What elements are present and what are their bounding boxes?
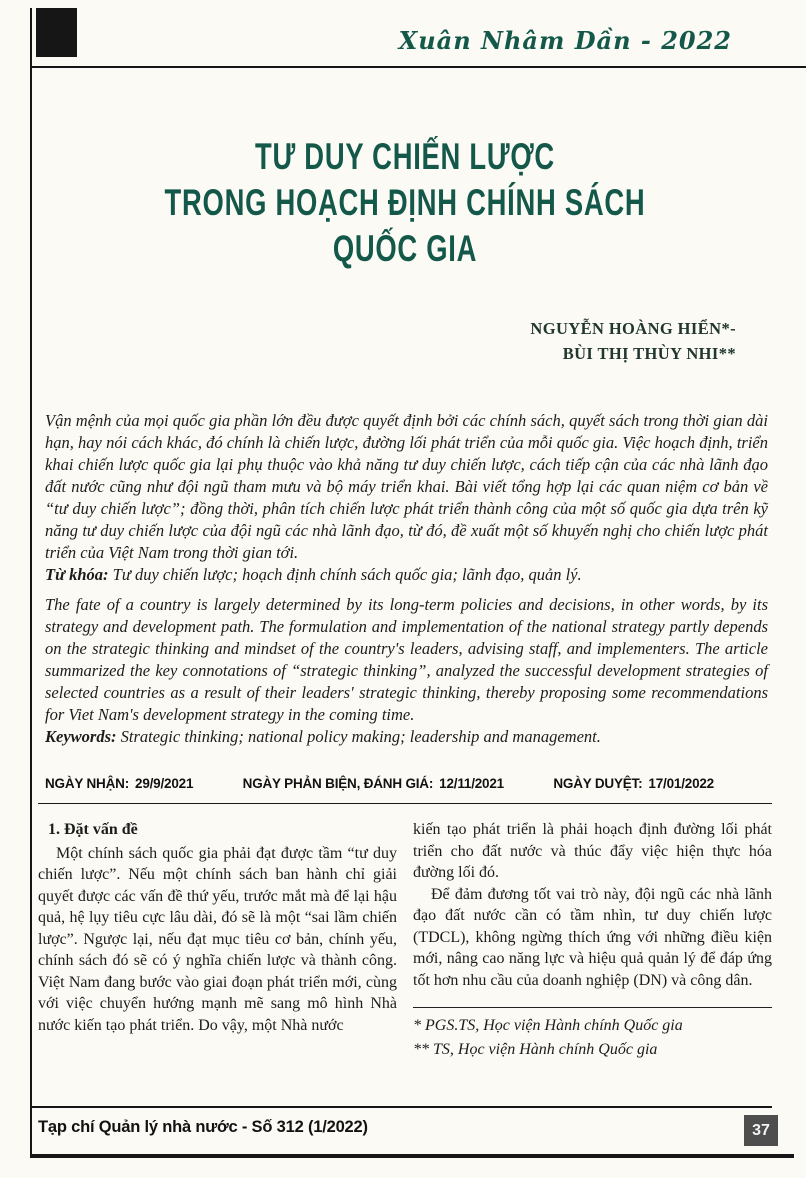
keywords-english-label: Keywords:	[45, 727, 117, 746]
authors-block	[38, 316, 772, 366]
date-received-label: NGÀY NHẬN:	[45, 776, 130, 791]
author-name-1: NGUYỄN HOÀNG HIỂN*-	[530, 319, 736, 338]
date-review-label: NGÀY PHẢN BIỆN, ĐÁNH GIÁ:	[242, 776, 434, 791]
keywords-vietnamese-label: Từ khóa:	[45, 565, 109, 584]
date-received-value: 29/9/2021	[135, 776, 194, 791]
body-column-right	[413, 819, 772, 1062]
footnote-1: * PGS.TS, Học viện Hành chính Quốc gia	[413, 1017, 683, 1034]
article-title-line1: TƯ DUY CHIẾN LƯỢC	[255, 136, 555, 177]
article-title-line2: TRONG HOẠCH ĐỊNH CHÍNH SÁCH QUỐC GIA	[164, 182, 646, 269]
date-approved-value: 17/01/2022	[648, 776, 714, 791]
journal-footer-text: Tạp chí Quản lý nhà nước - Số 312 (1/2022)	[38, 1118, 368, 1136]
author-name-2: BÙI THỊ THÙY NHI**	[562, 344, 736, 363]
section-divider-rule	[38, 803, 772, 804]
keywords-english	[45, 726, 768, 748]
left-border-rule	[30, 8, 32, 1158]
body-paragraph-right-1: kiến tạo phát triển là phải hoạch định đường lối phát triển cho đất nước và thúc đẩy việc hiện thực hóa đường lối đó.	[413, 821, 772, 881]
body-columns	[38, 819, 772, 1062]
dates-row	[38, 776, 772, 791]
footnote-separator-rule	[413, 1007, 772, 1008]
bottom-border-rule	[30, 1154, 794, 1158]
footnote-2: ** TS, Học viện Hành chính Quốc gia	[413, 1041, 658, 1058]
date-approved-label: NGÀY DUYỆT:	[553, 776, 643, 791]
date-review	[243, 776, 504, 791]
footer-rule	[30, 1106, 772, 1108]
body-column-left	[38, 819, 397, 1062]
keywords-vietnamese-text: Tư duy chiến lược; hoạch định chính sách quốc gia; lãnh đạo, quản lý.	[108, 565, 582, 584]
body-paragraph-left-1: Một chính sách quốc gia phải đạt được tầm “tư duy chiến lược”. Nếu một chính sách ban hành chỉ giải quyết được các vấn đề thứ yếu, trước mắt mà để lại hậu quả, hệ lụy tiêu cực lâu dài, đó sẽ là một “sai lầm chiến lược”. Ngược lại, nếu đạt mục tiêu cơ bản, chính yếu, chính sách đó sẽ có ý nghĩa chiến lược và thành công. Việt Nam đang bước vào giai đoạn phát triển mới, cùng với việc chuyển hướng mạnh mẽ sang mô hình Nhà nước kiến tạo phát triển. Do vậy, một Nhà nước	[38, 844, 397, 1034]
issue-script-text: Xuân Nhâm Dần - 2022	[398, 26, 732, 55]
abstract-block	[38, 410, 772, 748]
header-rule	[30, 66, 806, 68]
corner-block	[36, 8, 77, 57]
keywords-vietnamese	[45, 564, 768, 586]
abstract-vietnamese: Vận mệnh của mọi quốc gia phần lớn đều được quyết định bởi các chính sách, quyết sách trong thời gian dài hạn, hay nói cách khác, đó chính là chiến lược, đường lối phát triển của mỗi quốc gia. Việc hoạch định, triển khai chiến lược quốc gia lại phụ thuộc vào khả năng tư duy chiến lược, cách tiếp cận của các nhà lãnh đạo đất nước cũng như đội ngũ tham mưu và bộ máy triển khai. Bài viết tổng hợp lại các quan niệm cơ bản về “tư duy chiến lược”; đồng thời, phân tích chiến lược phát triển thành công của một số quốc gia dựa trên kỹ năng tư duy chiến lược của đội ngũ các nhà lãnh đạo, từ đó, đề xuất một số khuyến nghị cho chiến lược phát triển của Việt Nam trong thời gian tới.	[45, 411, 768, 562]
date-approved	[553, 776, 714, 791]
date-review-value: 12/11/2021	[439, 776, 504, 791]
keywords-english-text: Strategic thinking; national policy making; leadership and management.	[116, 727, 601, 746]
abstract-english: The fate of a country is largely determined by its long-term policies and decisions, in other words, by its strategy and development path. The formulation and implementation of the national strategy partly depends on the strategic thinking and mindset of the country's leaders, advising staff, and implementers. The article summarized the key connotations of “strategic thinking”, analyzed the successful development strategies of selected countries as a result of their leaders' strategic thinking, thereby proposing some recommendations for Viet Nam's development strategy in the coming time.	[45, 595, 768, 724]
date-received	[45, 776, 193, 791]
page-number-badge: 37	[744, 1115, 778, 1146]
section-heading-1: 1. Đặt vấn đề	[48, 821, 138, 838]
page-content	[38, 80, 772, 1062]
body-paragraph-right-2: Để đảm đương tốt vai trò này, đội ngũ các nhà lãnh đạo đất nước cần có tầm nhìn, tư duy chiến lược (TDCL), không ngừng thích ứng với những điều kiện mới, nâng cao năng lực và hiệu quả quản lý để đáp ứng tốt hơn nhu cầu của doanh nghiệp (DN) và công dân.	[413, 885, 772, 989]
page-title	[133, 134, 676, 272]
